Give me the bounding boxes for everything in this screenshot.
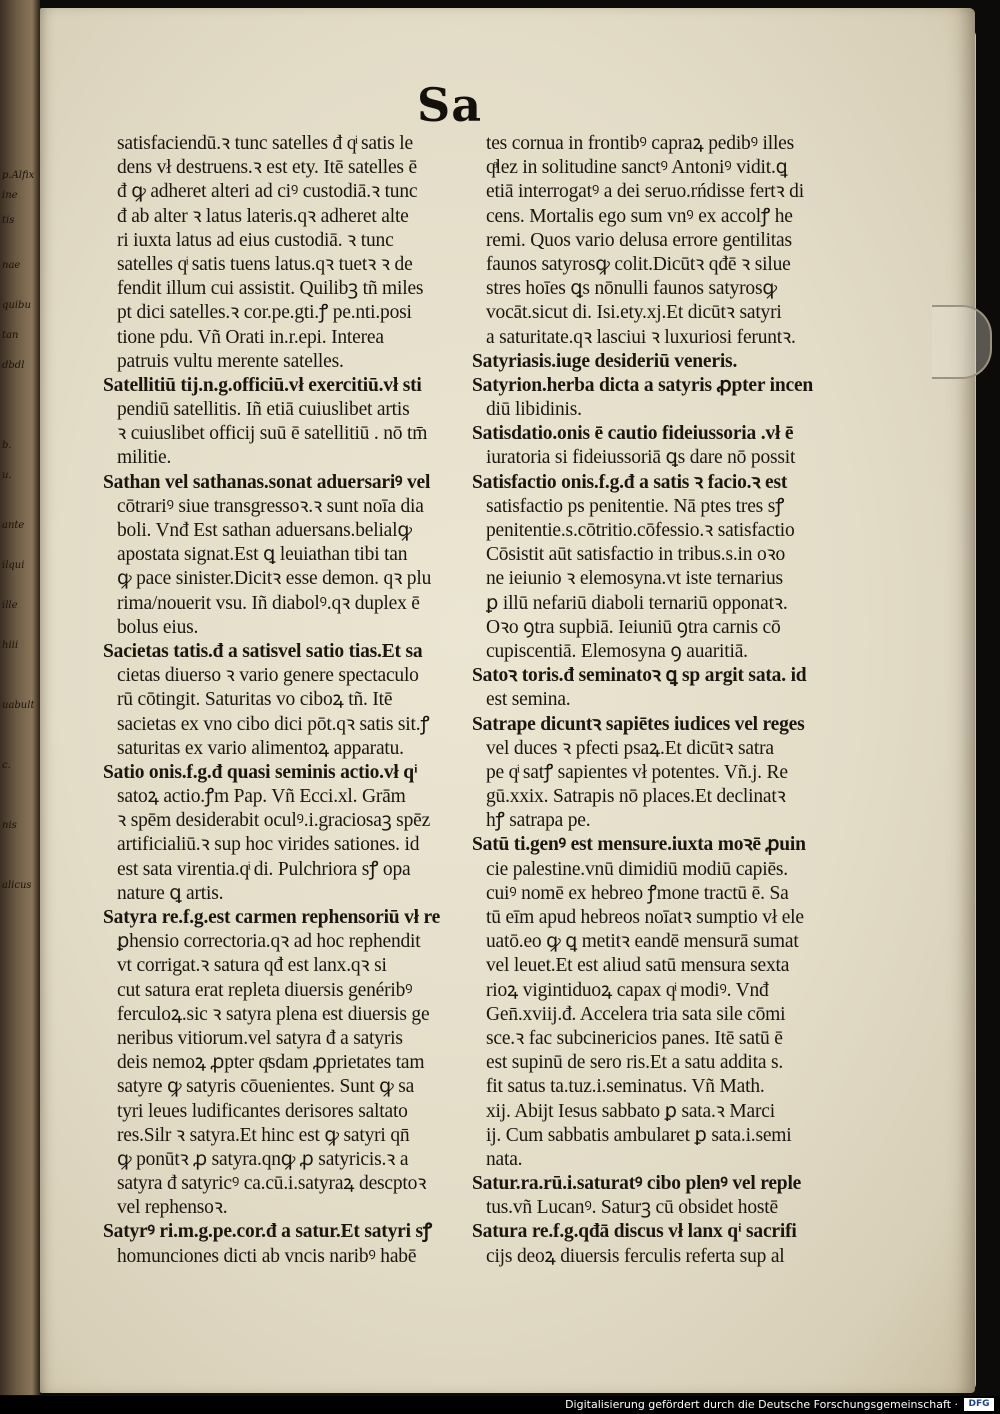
text-line: rioꝝ vigintiduoꝝ capax qͥ modiꝰ. Vnđ [486, 979, 769, 1001]
entry-headword-line: Sacietas tatis.đ a satisvel satio tias.Et sa [103, 640, 423, 662]
left-text-column [103, 132, 473, 1269]
facing-page-fragment: dbdl [2, 360, 25, 371]
text-line: apostata signat.Est ꝗ leuiathan tibi tan [117, 544, 408, 566]
right-text-column [472, 132, 844, 1269]
text-line: tione pdu. Vñ Orati in.r.epi. Interea [117, 326, 384, 348]
text-line: đ ꝙ adheret alteri ad ciꝰ custodiā.ꝛ tunc [117, 181, 418, 203]
text-line: cietas diuerso ꝛ vario genere spectaculo [117, 665, 419, 687]
text-line: ij. Cum sabbatis ambularet ꝑ sata.i.semi [486, 1124, 792, 1146]
text-line: cut satura erat repleta diuersis genéribꝰ [117, 979, 413, 1001]
facing-page-fragment: tan [2, 330, 19, 341]
text-line: ꝛ spēm desiderabit oculꝰ.i.graciosaꝫ spēz [117, 810, 431, 832]
text-line: cupiscentiā. Elemosyna ꝯ auaritiā. [486, 640, 748, 662]
entry-headword-line: Satū ti.genꝰ est mensure.iuxta moꝛē ꝓuin [472, 834, 806, 856]
facing-page-fragment: tis [2, 215, 15, 226]
facing-page-fragment: nis [2, 820, 17, 831]
text-line: nata. [486, 1148, 523, 1170]
text-line: nature ꝗ artis. [117, 882, 224, 904]
entry-headword-line: Satur.ra.rū.i.saturatꝰ cibo plenꝰ vel reple [472, 1173, 802, 1195]
text-line: satelles qͥ satis tuens latus.qꝛ tuetꝛ ꝛ de [117, 253, 413, 275]
text-line: hꝭ satrapa pe. [486, 810, 591, 832]
text-line: saturitas ex vario alimentoꝝ apparatu. [117, 737, 404, 759]
facing-page-fragment: p.Alfix [2, 170, 35, 181]
text-line: militie. [117, 447, 172, 469]
text-line: sce.ꝛ fac subcinericios panes. Itē satū ē [486, 1027, 783, 1049]
facing-page-fragment: nae [2, 260, 21, 271]
text-line: tyri leues ludificantes derisores saltato [117, 1100, 408, 1122]
entry-headword-line: Satio onis.f.g.đ quasi seminis actio.vł qͥ [103, 761, 418, 783]
facing-page-fragment: u. [2, 470, 12, 481]
text-line: cōtrariꝰ siue transgressoꝛ.ꝛ sunt noīa dia [117, 495, 424, 517]
footer-credit: Digitalisierung gefördert durch die Deutsche Forschungsgemeinschaft · [565, 1398, 958, 1411]
text-line: vel leuet.Et est aliud satū mensura sexta [486, 955, 790, 977]
text-line: cijs deoꝝ diuersis ferculis referta sup al [486, 1245, 785, 1267]
text-line: vel rephensoꝛ. [117, 1197, 228, 1219]
entry-headword-line: Satyra re.f.g.est carmen rephensoriū vł re [103, 907, 441, 928]
text-line: sacietas ex vno cibo dici pōt.qꝛ satis sit.ꝭ [117, 713, 430, 735]
text-line: vocāt.sicut di. Isi.ety.xj.Et dicūtꝛ satyri [486, 302, 782, 324]
text-line: dens vł destruens.ꝛ est ety. Itē satelles ē [117, 157, 417, 179]
text-line: Cōsistit aūt satisfactio in tribus.s.in oꝛo [486, 544, 786, 566]
text-line: pe qͥ satꝭ sapientes vł potentes. Vñ.j. Re [486, 761, 788, 783]
entry-headword-line: Satisfactio onis.f.g.đ a satis ꝛ facio.ꝛ est [472, 471, 788, 493]
text-line: penitentie.s.cōtritio.cōfessio.ꝛ satisfactio [486, 520, 795, 541]
text-line: fendit illum cui assistit. Quilibꝫ tñ miles [117, 278, 424, 300]
text-line: boli. Vnđ Est sathan aduersans.belialꝙ [117, 520, 412, 541]
text-line: diū libidinis. [486, 399, 582, 421]
text-line: faunos satyrosꝙ colit.Dicūtꝛ qđē ꝛ silue [486, 253, 791, 275]
footer-bar [0, 1396, 1000, 1414]
text-line: đ ab alter ꝛ latus lateris.qꝛ adheret alte [117, 205, 409, 227]
text-line: rū cōtingit. Saturitas vo ciboꝝ tñ. Itē [117, 689, 393, 711]
text-line: qͣlez in solitudine sanctꝰ Antoniꝰ vidit.ꝗ [486, 157, 788, 179]
text-line: a saturitate.qꝛ lasciui ꝛ luxuriosi feruntꝛ. [486, 326, 796, 348]
text-line: satisfaciendū.ꝛ tunc satelles đ qͥ satis le [117, 133, 413, 154]
text-line: tū eīm apud hebreos noīatꝛ sumptio vł ele [486, 907, 804, 928]
text-line: homunciones dicti ab vncis naribꝰ habē [117, 1245, 417, 1267]
facing-page-fragment: ine [2, 190, 18, 201]
text-line: est sata virentia.qͥ di. Pulchriora sꝭ opa [117, 858, 411, 880]
text-line: cens. Mortalis ego sum vnꝰ ex accolꝭ he [486, 205, 793, 227]
entry-headword-line: Sathan vel sathanas.sonat aduersariꝰ vel [103, 471, 431, 493]
text-line: ne ieiunio ꝛ elemosyna.vt iste ternarius [486, 568, 783, 590]
text-line: rima/nouerit vsu. Iñ diabolꝰ.qꝛ duplex ē [117, 592, 420, 614]
text-line: Gen̄.xviij.đ. Accelera tria sata sile cōmi [486, 1003, 786, 1025]
text-line: ꝑ illū nefariū diaboli ternariū opponatꝛ. [486, 592, 788, 614]
entry-headword-line: Satyriasis.iuge desideriū veneris. [472, 350, 738, 372]
text-line: pt dici satelles.ꝛ cor.pe.gti.ꝭ pe.nti.posi [117, 302, 412, 324]
facing-page-fragment: alicus [2, 880, 32, 891]
text-line: deis nemoꝝ ꝓpter qͣsdam ꝓprietates tam [117, 1052, 425, 1074]
text-line: ꝙ pace sinister.Dicitꝛ esse demon. qꝛ plu [117, 568, 432, 590]
text-line: tus.vñ Lucanꝰ. Saturꝫ cū obsidet hostē [486, 1197, 778, 1219]
facing-page-fragment: ilqui [2, 560, 25, 571]
page-header-title: Sa [417, 78, 483, 132]
entry-headword-line: Satellitiū tij.n.g.officiū.vł exercitiū.vł sti [103, 374, 422, 396]
text-line: res.Silr ꝛ satyra.Et hinc est ꝙ satyri qn̄ [117, 1124, 410, 1146]
text-line: est semina. [486, 689, 571, 711]
text-line: stres hoīes ꝗs nōnulli faunos satyrosꝙ [486, 278, 777, 300]
text-line: patruis vultu merente satelles. [117, 350, 344, 372]
text-line: satyra đ satyricꝰ ca.cū.i.satyraꝝ descptoꝛ [117, 1173, 427, 1195]
facing-page-fragment: ante [2, 520, 25, 531]
text-line: ferculoꝝ.sic ꝛ satyra plena est diuersis ge [117, 1003, 430, 1025]
facing-page-fragment: ille [2, 600, 18, 611]
text-line: Oꝛo ꝯtra supbiā. Ieiuniū ꝯtra carnis cō [486, 616, 781, 638]
dfg-logo: DFG [964, 1398, 994, 1411]
page-marker-tab [932, 305, 992, 379]
text-line: ꝑhensio correctoria.qꝛ ad hoc rephendit [117, 931, 421, 953]
text-line: vt corrigat.ꝛ satura qđ est lanx.qꝛ si [117, 955, 387, 977]
text-line: neribus vitiorum.vel satyra đ a satyris [117, 1027, 403, 1049]
facing-page-edge [0, 0, 40, 1395]
text-line: satoꝝ actio.ꝭm Pap. Vñ Ecci.xl. Grām [117, 786, 406, 808]
facing-page-fragment: uabult [2, 700, 35, 711]
entry-headword-line: Satura re.f.g.qđā discus vł lanx qͥ sacrifi [472, 1221, 797, 1243]
entry-headword-line: Satyrion.herba dicta a satyris ꝓpter incen [472, 374, 814, 396]
text-line: ꝙ ponūtꝛ ꝓ satyra.qnꝙ ꝓ satyricis.ꝛ a [117, 1148, 409, 1170]
text-line: tes cornua in frontibꝰ capraꝝ pedibꝰ illes [486, 133, 795, 154]
text-line: uatō.eo ꝙ ꝗ metitꝛ eandē mensurā sumat [486, 931, 799, 953]
facing-page-fragment: hiii [2, 640, 19, 651]
text-line: vel duces ꝛ pfecti psaꝝ.Et dicūtꝛ satra [486, 737, 774, 759]
entry-headword-line: Satrape dicuntꝛ sapiētes iudices vel reges [472, 713, 805, 735]
text-line: remi. Quos vario delusa errore gentilitas [486, 229, 792, 251]
entry-headword-line: Satyrꝰ ri.m.g.pe.cor.đ a satur.Et satyri sꝭ [103, 1221, 432, 1243]
text-line: fit satus ta.tuz.i.seminatus. Vñ Math. [486, 1076, 765, 1098]
text-line: cuiꝰ nomē ex hebreo ꝭmone tractū ē. Sa [486, 882, 789, 904]
facing-page-fragment: b. [2, 440, 12, 451]
text-line: etiā interrogatꝰ a dei seruo.rńdisse fertꝛ di [486, 181, 804, 203]
entry-headword-line: Satoꝛ toris.đ seminatoꝛ ꝗ sp argit sata. id [472, 665, 807, 687]
text-line: cie palestine.vnū dimidiū modiū capiēs. [486, 858, 788, 880]
text-line: bolus eius. [117, 616, 199, 638]
text-line: ri iuxta latus ad eius custodiā. ꝛ tunc [117, 229, 394, 251]
text-line: ꝛ cuiuslibet officij suū ē satellitiū . nō tm̄ [117, 423, 428, 445]
text-line: artificialiū.ꝛ sup hoc virides sationes. id [117, 834, 420, 856]
text-line: satisfactio ps penitentie. Nā ptes tres sꝭ [486, 495, 785, 517]
text-line: satyre ꝙ satyris cōuenientes. Sunt ꝙ sa [117, 1076, 415, 1098]
text-line: pendiū satellitis. Iñ etiā cuiuslibet artis [117, 399, 410, 421]
facing-page-fragment: c. [2, 760, 11, 771]
text-line: est supinū de sero ris.Et a satu addita s. [486, 1052, 784, 1074]
facing-page-fragment: quibu [2, 300, 31, 311]
text-line: gū.xxix. Satrapis nō places.Et declinatꝛ [486, 786, 786, 808]
entry-headword-line: Satisdatio.onis ē cautio fideiussoria .vł ē [472, 423, 794, 445]
text-line: xij. Abijt Iesus sabbato ꝑ sata.ꝛ Marci [486, 1100, 775, 1122]
text-line: iuratoria si fideiussoriā ꝗs dare nō possit [486, 447, 796, 469]
